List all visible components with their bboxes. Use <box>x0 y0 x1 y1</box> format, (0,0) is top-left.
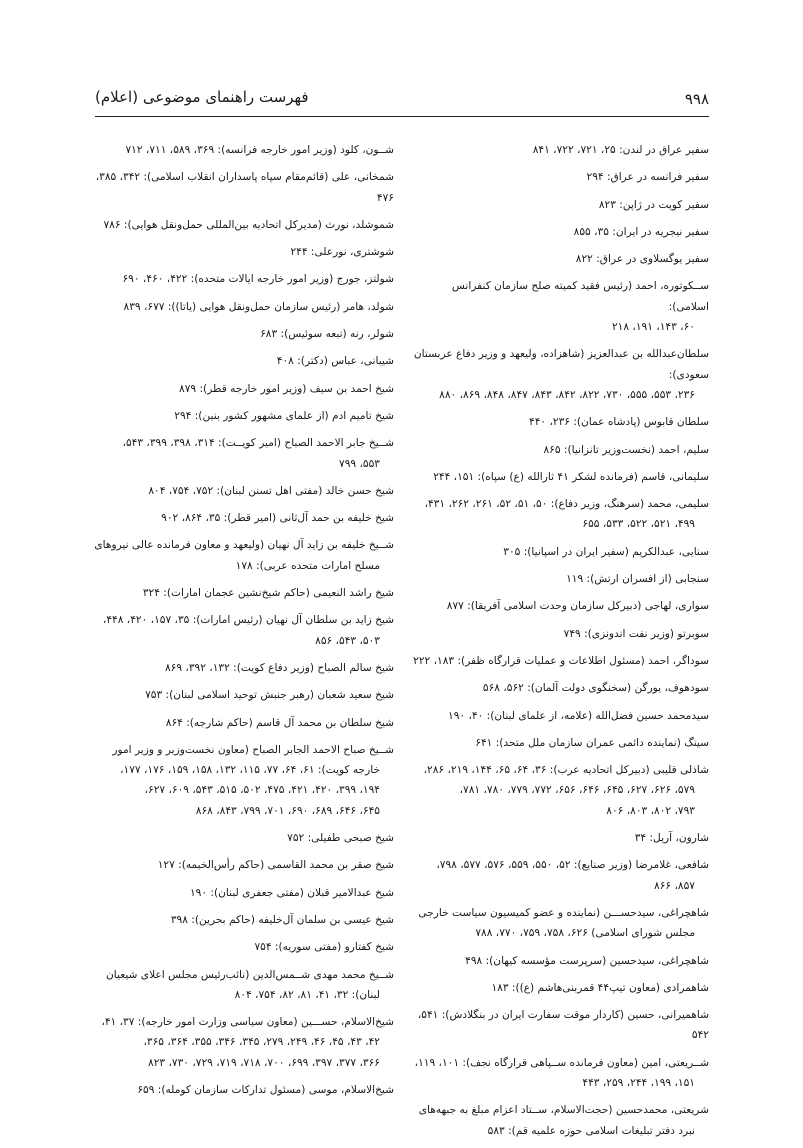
index-entry-continuation: ۷۹۳، ۸۰۲، ۸۰۳، ۸۰۶ <box>606 804 695 817</box>
index-entry-line: ســکوتوره، احمد (رئیس فقید کمیته صلح سازمان کنفرانس اسلامی): <box>451 280 709 313</box>
index-entry <box>409 140 709 160</box>
index-entry-line: شیخ حسن خالد (مفتی اهل تسنن لبنان): ۷۵۲، ۷۵۴، ۸۰۴ <box>148 484 394 497</box>
index-entry <box>94 910 394 930</box>
index-entry-line: شارون، آریل: ۳۴ <box>634 832 709 845</box>
index-entry-line: سینگ (نماینده دائمی عمران سازمان ملل متحد): ۶۴۱ <box>475 736 709 749</box>
index-entry-line: سنجابی (از افسران ارتش): ۱۱۹ <box>566 573 709 586</box>
index-entry-line: سواری، لهاجی (دبیرکل سازمان وحدت اسلامی آفریقا): ۸۷۷ <box>446 600 709 613</box>
index-entry <box>94 269 394 289</box>
index-entry-line: شیخ راشد النعیمی (حاکم شیخ‌نشین عجمان امارات): ۳۲۴ <box>142 587 394 600</box>
index-entry <box>94 965 394 1006</box>
index-entry <box>409 733 709 753</box>
index-entry <box>409 440 709 460</box>
index-entry-continuation: خارجه کویت): ۶۱، ۶۴، ۷۷، ۱۱۵، ۱۳۲، ۱۵۸، ۱۵۹، ۱۷۶، ۱۷۷، <box>120 764 380 777</box>
index-entry-line: شوشتری، نورعلی: ۲۴۴ <box>290 246 394 259</box>
index-entry-line: شاهچراغی، سیدحسین (سرپرست مؤسسه کیهان): ۴۹۸ <box>465 954 709 967</box>
index-entry <box>94 740 394 821</box>
index-entry-line: شیخ خلیفه بن حمد آل‌ثانی (امیر قطر): ۳۵، ۸۶۴، ۹۰۲ <box>161 512 394 525</box>
index-entry-line: شیخ عبدالامیر قبلان (مفتی جعفری لبنان): ۱۹۰ <box>189 886 394 899</box>
index-entry-line: شاذلی قلیبی (دبیرکل اتحادیه عرب): ۳۶، ۶۴، ۶۵، ۱۴۴، ۲۱۹، ۲۸۶، <box>423 764 709 777</box>
running-title: فهرست راهنمای موضوعی (اعلام) <box>95 88 309 106</box>
index-entry-line: شیخ احمد بن سیف (وزیر امور خارجه قطر): ۸۷۹ <box>179 382 394 395</box>
index-entry <box>94 658 394 678</box>
index-entry-line: شیخ سعید شعبان (رهبر جنبش توحید اسلامی لبنان): ۷۵۳ <box>145 689 394 702</box>
index-entry-continuation: ۵۵۳، ۷۹۹ <box>339 457 380 470</box>
index-entry-continuation: ۵۷۹، ۶۲۶، ۶۲۷، ۶۴۵، ۶۴۶، ۶۵۶، ۷۷۲، ۷۷۹، ۷۸۰، ۷۸۱، <box>459 784 695 797</box>
index-entry <box>94 1080 394 1100</box>
index-column-right <box>409 140 709 1148</box>
index-entry-line: شیخ زاید بن سلطان آل نهیان (رئیس امارات): ۳۵، ۱۵۷، ۴۲۰، ۴۴۸، <box>102 614 394 627</box>
index-entry <box>94 713 394 733</box>
index-entry-line: شاهمرادی (معاون تیپ۴۴ قمربنی‌هاشم (ع)): ۱۸۳ <box>491 981 709 994</box>
index-entry <box>94 508 394 528</box>
index-entry-line: شــیخ محمد مهدی شــمس‌الدین (نائب‌رئیس مجلس اعلای شیعیان <box>106 968 394 981</box>
index-entry-line: سیدمحمد حسین فضل‌الله (علامه، از علمای لبنان): ۴۰، ۱۹۰ <box>448 709 709 722</box>
index-entry <box>94 685 394 705</box>
index-entry <box>409 828 709 848</box>
index-column-left <box>94 140 394 1107</box>
index-entry-line: سنایی، عبدالکریم (سفیر ایران در اسپانیا): ۳۰۵ <box>503 545 709 558</box>
index-entry-continuation: ۴۹۹، ۵۲۱، ۵۲۲، ۵۳۳، ۶۵۵ <box>582 518 695 531</box>
index-entry <box>94 324 394 344</box>
index-entry-line: شولد، هامر (رئیس سازمان حمل‌ونقل هوایی (یاتا)): ۶۷۷، ۸۳۹ <box>123 300 394 313</box>
index-entry-line: سودهوف، یورگن (سخنگوی دولت آلمان): ۵۶۲، ۵۶۸ <box>482 682 709 695</box>
index-entry-line: شریعتی، محمدحسین (حجت‌الاسلام، ســتاد اعزام مبلغ به جبهه‌های <box>418 1104 709 1117</box>
index-entry <box>409 855 709 896</box>
index-entry-line: شیخ‌الاسلام، حســـین (معاون سیاسی وزارت امور خارجه): ۳۷، ۴۱، <box>101 1016 394 1029</box>
page-header <box>95 88 709 117</box>
index-entry <box>94 379 394 399</box>
index-entry-line: شــریعتی، امین (معاون فرمانده ســپاهی قرارگاه نجف): ۱۰۱، ۱۱۹، <box>414 1056 709 1069</box>
index-entry-line: شــیخ خلیفه بن زاید آل نهیان (ولیعهد و معاون فرمانده عالی نیروهای <box>94 539 394 552</box>
index-entry-line: شیبانی، عباس (دکتر): ۴۰۸ <box>276 355 394 368</box>
index-entry-line: سفیر نیجریه در ایران: ۳۵، ۸۵۵ <box>573 225 709 238</box>
index-entry <box>409 542 709 562</box>
index-entry <box>409 467 709 487</box>
index-entry-line: سوداگر، احمد (مسئول اطلاعات و عملیات قرارگاه ظفر): ۱۸۳، ۲۲۲ <box>413 654 709 667</box>
index-entry <box>409 1053 709 1094</box>
index-entry-line: شیخ کفتارو (مفتی سوریه): ۷۵۴ <box>254 941 394 954</box>
index-entry-line: شــون، کلود (وزیر امور خارجه فرانسه): ۳۶۹، ۵۸۹، ۷۱۱، ۷۱۲ <box>125 144 394 156</box>
index-entry-continuation: ۶۰، ۱۴۳، ۱۹۱، ۲۱۸ <box>611 321 695 334</box>
index-entry <box>94 883 394 903</box>
index-entry <box>409 596 709 616</box>
index-entry-line: شیخ صبحی طفیلی: ۷۵۲ <box>287 832 394 845</box>
index-entry-continuation: ۱۵۱، ۱۹۹، ۲۴۴، ۲۵۹، ۴۴۳ <box>582 1076 695 1089</box>
index-entry <box>409 195 709 215</box>
index-entry-line: شیخ‌الاسلام، موسی (مسئول تدارکات سازمان کومله): ۶۵۹ <box>137 1083 394 1096</box>
index-entry-line: شافعی، غلامرضا (وزیر صنایع): ۵۲، ۵۵۰، ۵۵۹، ۵۷۶، ۵۷۷، ۷۹۸، <box>436 859 709 872</box>
index-entry-continuation: ۵۰۳، ۵۴۳، ۸۵۶ <box>315 634 380 647</box>
index-entry-line: سلیمی، محمد (سرهنگ، وزیر دفاع): ۵۰، ۵۱، ۵۲، ۲۶۱، ۲۶۲، ۴۳۱، <box>424 498 709 511</box>
index-entry <box>409 903 709 944</box>
index-entry-line: شیخ صقر بن محمد القاسمی (حاکم رأس‌الخیمه): ۱۲۷ <box>157 859 394 872</box>
index-entry-line: شــیخ صباح الاحمد الجابر الصباح (معاون نخست‌وزیر و وزیر امور <box>112 743 394 756</box>
index-entry <box>409 651 709 671</box>
index-entry <box>409 167 709 187</box>
index-entry <box>409 222 709 242</box>
index-entry-line: سلطان‌عبدالله بن عبدالعزیز (شاهزاده، ولیعهد و وزیر دفاع عربستان سعودی): <box>413 348 709 381</box>
index-entry <box>94 1012 394 1073</box>
index-entry <box>409 1005 709 1046</box>
index-entry-line: شاهمیرانی، حسین (کاردار موقت سفارت ایران در بنگلادش): ۵۴۱، ۵۴۲ <box>417 1009 709 1042</box>
index-entry <box>409 494 709 535</box>
index-entry <box>94 167 394 208</box>
index-entry-continuation: ۴۲، ۴۳، ۴۵، ۴۶، ۲۴۹، ۲۷۹، ۳۴۵، ۳۴۶، ۳۵۵، ۳۶۴، ۳۶۵، <box>143 1036 380 1049</box>
index-entry <box>94 140 394 160</box>
index-entry-continuation: ۲۳۶، ۵۵۳، ۵۵۵، ۷۳۰، ۸۲۲، ۸۴۲، ۸۴۳، ۸۴۷، ۸۴۸، ۸۶۹، ۸۸۰ <box>439 388 695 401</box>
index-entry <box>409 1100 709 1141</box>
index-entry-line: سوبرتو (وزیر نفت اندونزی): ۷۴۹ <box>563 627 709 640</box>
index-entry-line: سلطان قابوس (پادشاه عمان): ۲۳۶، ۴۴۰ <box>529 416 709 429</box>
index-entry-line: شولتز، جورج (وزیر امور خارجه ایالات متحده): ۴۲۲، ۴۶۰، ۶۹۰ <box>122 273 394 286</box>
index-entry <box>94 610 394 651</box>
index-entry <box>409 760 709 821</box>
index-entry-continuation: مسلح امارات متحده عربی): ۱۷۸ <box>235 559 380 572</box>
index-entry-continuation: لبنان): ۳۲، ۴۱، ۸۱، ۸۲، ۷۵۴، ۸۰۴ <box>234 988 380 1001</box>
index-entry <box>409 978 709 998</box>
index-entry-continuation: ۸۵۷، ۸۶۶ <box>654 879 695 892</box>
index-entry-continuation: ۶۴۵، ۶۴۶، ۶۸۹، ۶۹۰، ۷۰۱، ۷۹۹، ۸۴۳، ۸۶۸ <box>195 804 380 817</box>
index-entry <box>94 937 394 957</box>
index-entry <box>94 242 394 262</box>
index-entry-line: شیخ عیسی بن سلمان آل‌خلیفه (حاکم بحرین): ۳۹۸ <box>170 913 394 926</box>
index-entry <box>409 624 709 644</box>
index-entry-continuation: ۳۶۶، ۳۷۷، ۳۹۷، ۶۹۹، ۷۰۰، ۷۱۸، ۷۱۹، ۷۲۹، ۷۳۰، ۸۲۳ <box>148 1056 380 1069</box>
index-entry-line: شمخانی، علی (قائم‌مقام سپاه پاسداران انقلاب اسلامی): ۳۴۲، ۳۸۵، ۴۷۶ <box>95 171 394 204</box>
index-entry-line: شیخ سالم الصباح (وزیر دفاع کویت): ۱۳۲، ۳۹۲، ۸۶۹ <box>164 661 394 674</box>
index-entry <box>94 406 394 426</box>
index-entry-line: سفیر عراق در لندن: ۲۵، ۷۲۱، ۷۲۲، ۸۴۱ <box>532 144 709 156</box>
index-entry-line: شموشلد، نورث (مدیرکل اتحادیه بین‌المللی حمل‌ونقل هوایی): ۷۸۶ <box>103 218 394 231</box>
index-entry-continuation: مجلس شورای اسلامی) ۶۲۶، ۷۵۸، ۷۵۹، ۷۷۰، ۷۸۸ <box>475 927 695 940</box>
index-entry <box>409 249 709 269</box>
index-entry <box>409 951 709 971</box>
index-entry-line: شیخ تامیم ادم (از علمای مشهور کشور بنین): ۲۹۴ <box>174 409 394 422</box>
index-entry <box>94 297 394 317</box>
index-entry-line: سلیمانی، قاسم (فرمانده لشکر ۴۱ ثارالله (ع) سپاه): ۱۵۱، ۲۴۴ <box>433 470 709 483</box>
index-entry-line: شــیخ جابر الاحمد الصباح (امیر کویــت): ۳۱۴، ۳۹۸، ۳۹۹، ۵۴۳، <box>122 437 394 450</box>
index-entry <box>409 344 709 405</box>
index-entry-continuation: نبرد دفتر تبلیغات اسلامی حوزه علمیه قم): ۵۸۳ <box>487 1124 695 1137</box>
index-entry <box>94 481 394 501</box>
index-entry <box>409 678 709 698</box>
index-entry <box>409 706 709 726</box>
index-entry-line: شاهچراغی، سیدحســـن (نماینده و عضو کمیسیون سیاست خارجی <box>418 906 709 919</box>
index-entry-line: شولر، رنه (تبعه سوئیس): ۶۸۳ <box>260 328 394 341</box>
index-entry-line: سفیر کویت در ژاپن: ۸۲۳ <box>598 198 709 211</box>
index-entry <box>94 215 394 235</box>
index-entry-line: شیخ سلطان بن محمد آل قاسم (حاکم شارجه): ۸۶۴ <box>165 716 394 729</box>
index-entry <box>409 276 709 337</box>
index-entry <box>94 433 394 474</box>
index-entry <box>94 351 394 371</box>
index-entry-continuation: ۱۹۴، ۳۹۹، ۴۲۰، ۴۲۱، ۴۷۵، ۵۰۲، ۵۱۵، ۵۴۳، ۶۰۹، ۶۲۷، <box>144 784 380 797</box>
page-number: ۹۹۸ <box>684 90 709 108</box>
index-entry <box>94 583 394 603</box>
index-entry-line: سفیر فرانسه در عراق: ۲۹۴ <box>586 171 709 184</box>
index-entry <box>94 828 394 848</box>
index-entry-line: سفیر یوگسلاوی در عراق: ۸۲۲ <box>575 253 709 266</box>
index-entry <box>409 569 709 589</box>
index-entry <box>94 535 394 576</box>
index-entry <box>94 855 394 875</box>
index-entry <box>409 412 709 432</box>
index-entry-line: سلیم، احمد (نخست‌وزیر تانزانیا): ۸۶۵ <box>543 443 709 456</box>
